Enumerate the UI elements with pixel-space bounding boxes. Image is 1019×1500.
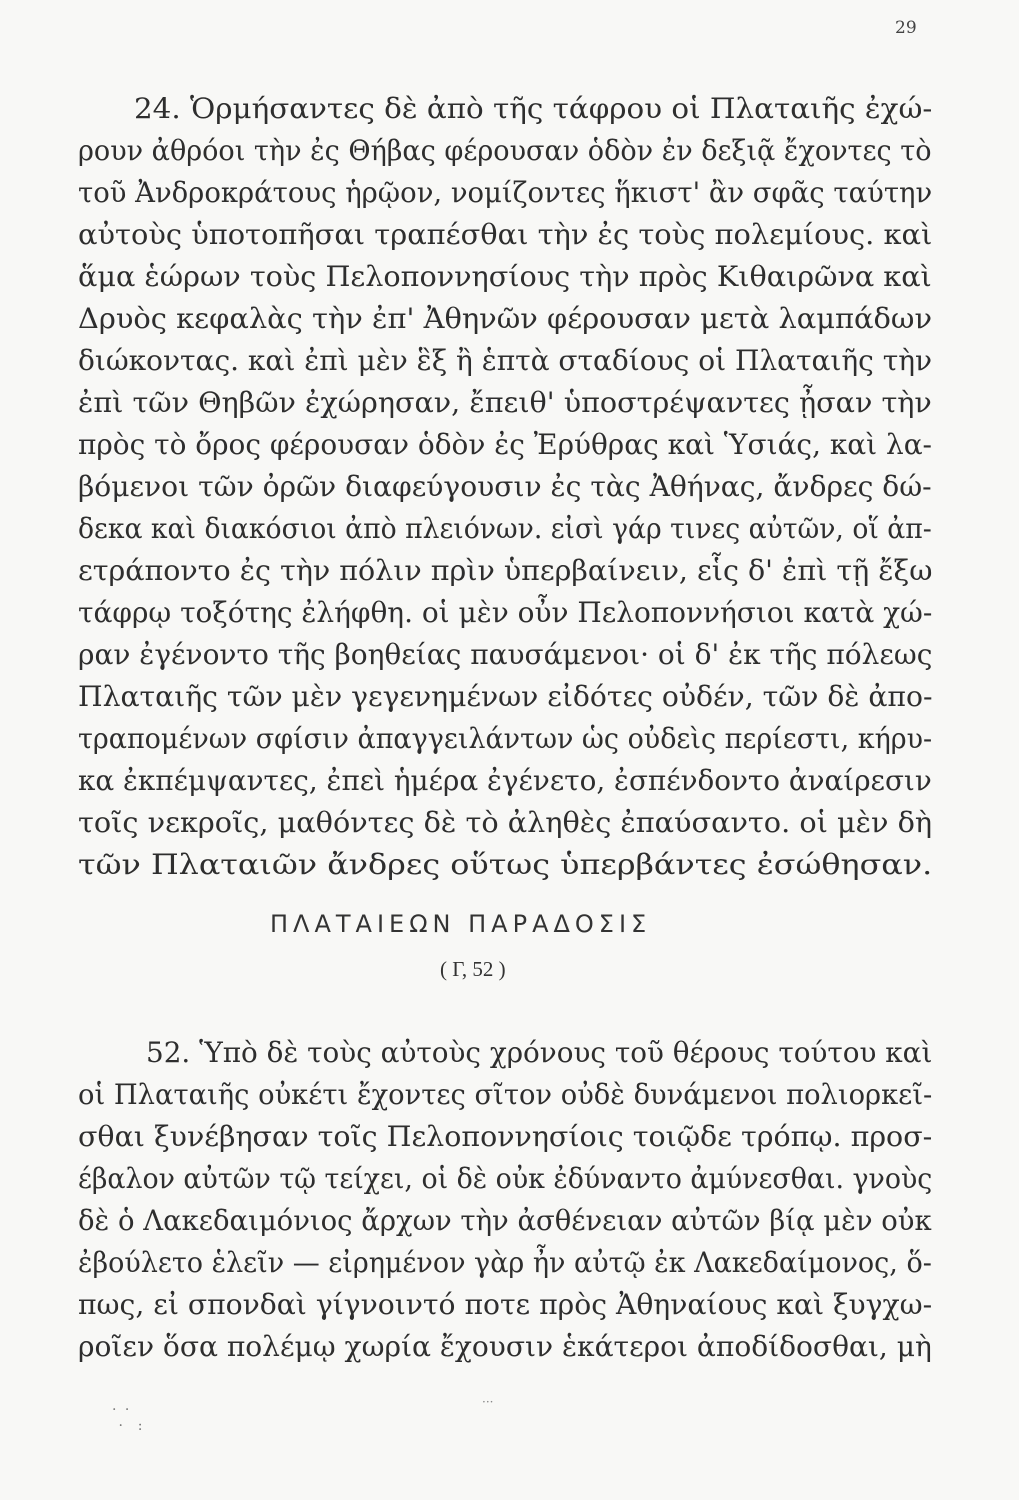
- text-line: βόμενοι τῶν ὀρῶν διαφεύγουσιν ἐς τὰς Ἀθήνας, ἄνδρες δώ-: [78, 470, 932, 503]
- text-line: οἱ Πλαταιῆς οὐκέτι ἔχοντες σῖτον οὐδὲ δυνάμενοι πολιορκεῖ-: [78, 1078, 933, 1111]
- section-reference: ( Γ, 52 ): [440, 957, 506, 981]
- text-line: Πλαταιῆς τῶν μὲν γεγενημένων εἰδότες οὐδέν, τῶν δὲ ἀπο-: [78, 680, 933, 713]
- section-heading: ΠΛΑΤΑΙΕΩΝ ΠΑΡΑΔΟΣΙΣ: [270, 910, 652, 938]
- text-line: πρὸς τὸ ὄρος φέρουσαν ὁδὸν ἐς Ἐρύθρας καὶ Ὑσιάς, καὶ λα-: [78, 428, 932, 461]
- text-line: τάφρῳ τοξότης ἐλήφθη. οἱ μὲν οὖν Πελοποννήσιοι κατὰ χώ-: [78, 596, 933, 629]
- text-line: τῶν Πλαταιῶν ἄνδρες οὕτως ὑπερβάντες ἐσώθησαν.: [78, 848, 933, 881]
- text-line: τραπομένων σφίσιν ἀπαγγειλάντων ὡς οὐδεὶς περίεστι, κήρυ-: [78, 722, 933, 755]
- text-line: ἅμα ἑώρων τοὺς Πελοποννησίους τὴν πρὸς Κιθαιρῶνα καὶ: [78, 260, 932, 293]
- text-line: 24. Ὁρμήσαντες δὲ ἀπὸ τῆς τάφρου οἱ Πλαταιῆς ἐχώ-: [134, 92, 933, 125]
- text-line: 52. Ὑπὸ δὲ τοὺς αὐτοὺς χρόνους τοῦ θέρους τούτου καὶ: [146, 1036, 933, 1069]
- text-line: τοῦ Ἀνδροκράτους ἡρῷον, νομίζοντες ἥκιστ' ἂν σφᾶς ταύτην: [78, 176, 933, 209]
- text-line: κα ἐκπέμψαντες, ἐπεὶ ἡμέρα ἐγένετο, ἐσπένδοντο ἀναίρεσιν: [78, 764, 932, 797]
- text-line: δεκα καὶ διακόσιοι ἀπὸ πλειόνων. εἰσὶ γάρ τινες αὐτῶν, οἵ ἀπ-: [78, 512, 932, 545]
- print-speck: ···: [482, 1395, 494, 1409]
- text-line: ετράποντο ἐς τὴν πόλιν πρὶν ὑπερβαίνειν, εἷς δ' ἐπὶ τῇ ἔξω: [78, 554, 933, 587]
- text-line: ρουν ἀθρόοι τὴν ἐς Θήβας φέρουσαν ὁδὸν ἐν δεξιᾷ ἔχοντες τὸ: [78, 134, 932, 167]
- text-line: αὐτοὺς ὑποτοπῆσαι τραπέσθαι τὴν ἐς τοὺς πολεμίους. καὶ: [78, 218, 933, 251]
- text-line: σθαι ξυνέβησαν τοῖς Πελοποννησίοις τοιῷδε τρόπῳ. προσ-: [78, 1120, 933, 1153]
- text-line: διώκοντας. καὶ ἐπὶ μὲν ἓξ ἢ ἑπτὰ σταδίους οἱ Πλαταιῆς τὴν: [78, 344, 933, 377]
- text-line: Δρυὸς κεφαλὰς τὴν ἐπ' Ἀθηνῶν φέρουσαν μετὰ λαμπάδων: [78, 302, 933, 335]
- text-line: ραν ἐγένοντο τῆς βοηθείας παυσάμενοι· οἱ δ' ἐκ τῆς πόλεως: [78, 638, 933, 671]
- text-line: δὲ ὁ Λακεδαιμόνιος ἄρχων τὴν ἀσθένειαν αὐτῶν βίᾳ μὲν οὐκ: [78, 1204, 932, 1237]
- text-line: τοῖς νεκροῖς, μαθόντες δὲ τὸ ἀληθὲς ἐπαύσαντο. οἱ μὲν δὴ: [78, 806, 933, 839]
- text-line: ἐβούλετο ἑλεῖν — εἰρημένον γὰρ ἦν αὐτῷ ἐκ Λακεδαίμονος, ὅ-: [78, 1246, 932, 1279]
- text-line: έβαλον αὐτῶν τῷ τείχει, οἱ δὲ οὐκ ἐδύναντο ἀμύνεσθαι. γνοὺς: [78, 1162, 933, 1195]
- text-line: πως, εἰ σπονδαὶ γίγνοιντό ποτε πρὸς Ἀθηναίους καὶ ξυγχω-: [78, 1288, 933, 1321]
- print-specks: · · · :: [112, 1402, 145, 1434]
- text-line: ἐπὶ τῶν Θηβῶν ἐχώρησαν, ἔπειθ' ὑποστρέψαντες ᾖσαν τὴν: [78, 386, 932, 419]
- text-line: ροῖεν ὅσα πολέμῳ χωρία ἔχουσιν ἑκάτεροι ἀποδίδοσθαι, μὴ: [78, 1330, 932, 1363]
- page-number: 29: [895, 18, 917, 38]
